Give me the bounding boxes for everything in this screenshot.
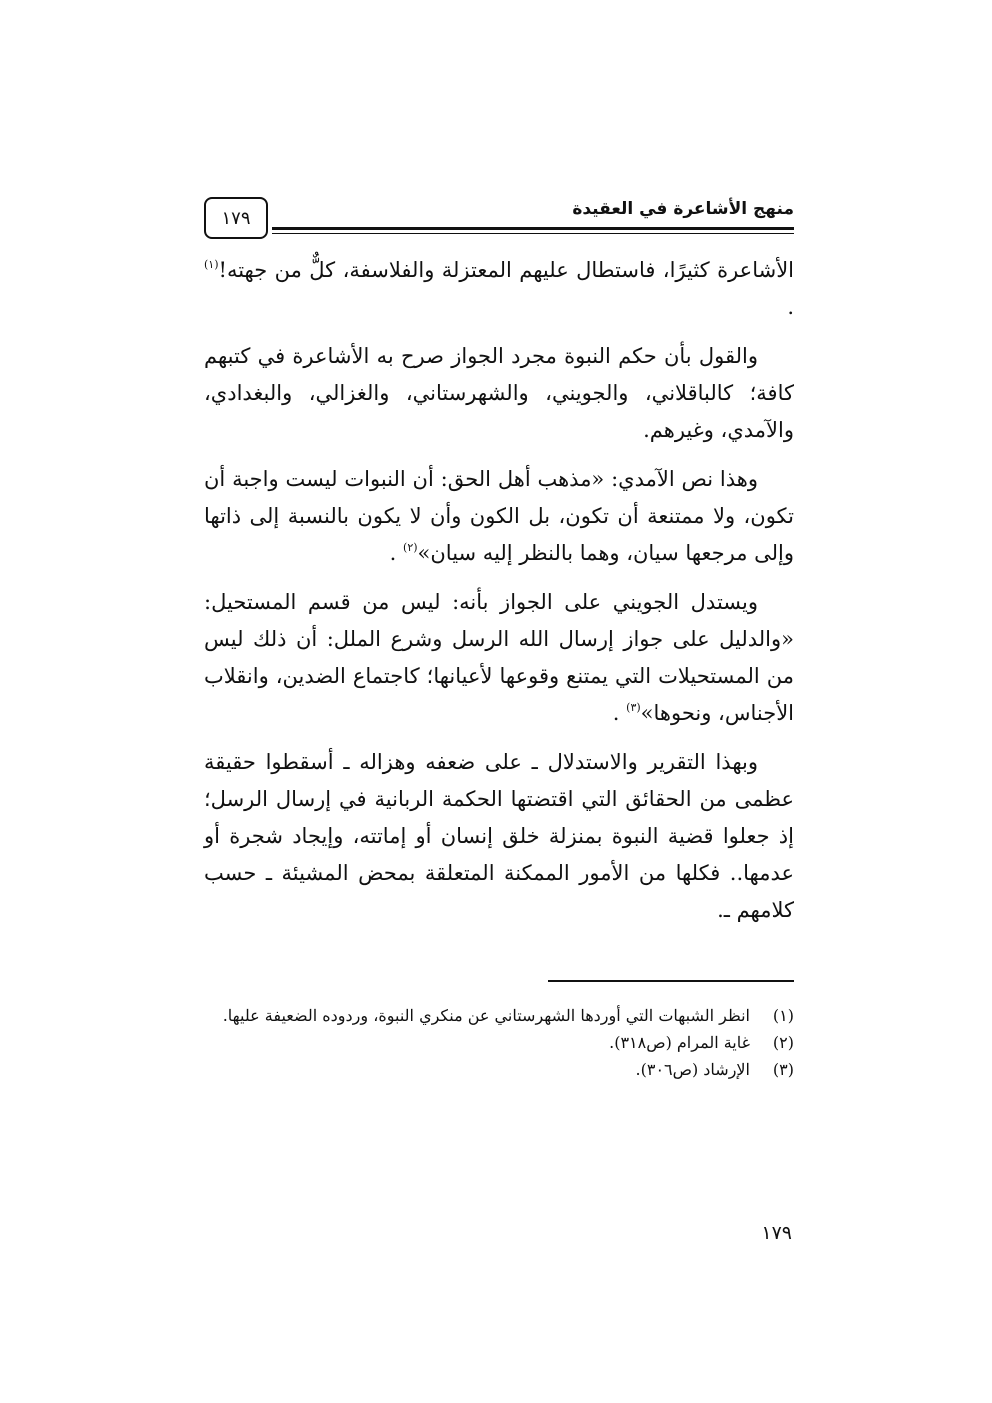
footnote-number: (٢) <box>772 1033 794 1052</box>
footnote-number: (١) <box>772 1006 794 1025</box>
footnote-2 <box>204 1029 794 1056</box>
page-header <box>204 197 794 243</box>
header-page-number-box: ١٧٩ <box>204 197 268 239</box>
footnote-text: غاية المرام (ص٣١٨). <box>609 1033 750 1052</box>
footnote-text: الإرشاد (ص٣٠٦). <box>635 1060 750 1079</box>
paragraph-5 <box>204 744 794 929</box>
page-number: ١٧٩ <box>761 1222 792 1244</box>
header-rule-thick <box>272 227 794 230</box>
paragraph-1 <box>204 252 794 326</box>
main-text <box>204 252 794 941</box>
paragraph-4-text: ويستدل الجويني على الجواز بأنه: ليس من قسم المستحيل: «والدليل على جواز إرسال الله الرسل وشرع الملل: أن ذلك ليس من المستحيلات التي يمتنع وقوعها لأعيانها؛ كاجتماع الضدين، وانقلاب الأجناس، ونحوها» <box>204 590 794 725</box>
paragraph-2-text: والقول بأن حكم النبوة مجرد الجواز صرح به الأشاعرة في كتبهم كافة؛ كالباقلاني، والجويني، والشهرستاني، والغزالي، والبغدادي، والآمدي، وغيرهم. <box>204 344 794 442</box>
footnote-ref-2: (٢) <box>403 541 418 554</box>
footnotes <box>204 1002 794 1083</box>
footnote-1 <box>204 1002 794 1029</box>
footnote-3 <box>204 1056 794 1083</box>
paragraph-3-end: . <box>389 541 404 565</box>
paragraph-1-end: . <box>787 295 794 319</box>
footnote-ref-1: (١) <box>204 258 219 271</box>
footnote-text: انظر الشبهات التي أوردها الشهرستاني عن منكري النبوة، وردوده الضعيفة عليها. <box>222 1006 750 1025</box>
footnote-number: (٣) <box>772 1060 794 1079</box>
paragraph-4 <box>204 584 794 732</box>
paragraph-5-text: وبهذا التقرير والاستدلال ـ على ضعفه وهزاله ـ أسقطوا حقيقة عظمى من الحقائق التي اقتضتها الحكمة الربانية في إرسال الرسل؛ إذ جعلوا قضية النبوة بمنزلة خلق إنسان أو إماتته، وإيجاد شجرة أو عدمها.. فكلها من الأمور الممكنة المتعلقة بمحض المشيئة ـ حسب كلامهم ـ. <box>204 750 794 922</box>
paragraph-4-end: . <box>612 701 627 725</box>
paragraph-3-text: وهذا نص الآمدي: «مذهب أهل الحق: أن النبوات ليست واجبة أن تكون، ولا ممتنعة أن تكون، بل الكون وأن لا يكون بالنسبة إلى ذاتها وإلى مرجعها سيان، وهما بالنظر إليه سيان» <box>204 467 794 565</box>
footnote-separator <box>548 980 794 982</box>
running-title: منهج الأشاعرة في العقيدة <box>572 199 794 219</box>
paragraph-1-text: الأشاعرة كثيرًا، فاستطال عليهم المعتزلة والفلاسفة، كلٌّ من جهته! <box>218 258 794 282</box>
paragraph-2 <box>204 338 794 449</box>
footnote-ref-3: (٣) <box>626 701 641 714</box>
header-rule-thin <box>272 233 794 234</box>
paragraph-3 <box>204 461 794 572</box>
